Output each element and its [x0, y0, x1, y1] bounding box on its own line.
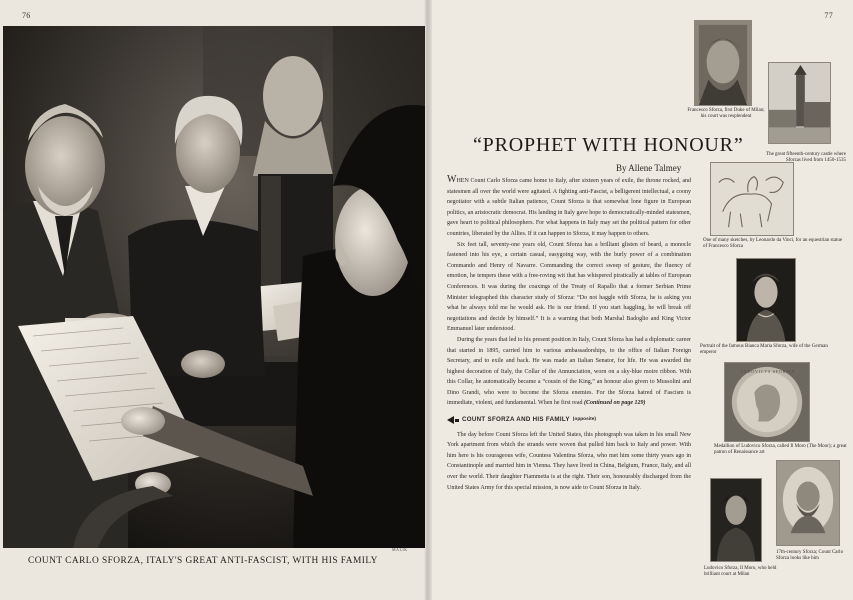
page-number-left: 76 [22, 11, 31, 20]
ludovico-il-moro-portrait [710, 478, 762, 562]
francesco-sforza-portrait [694, 20, 752, 106]
caption-bianca: Portrait of the famous Bianca Maria Sforza, wife of the German emperor [700, 344, 828, 356]
article-byline: By Allene Talmey [616, 163, 682, 173]
article-paragraph-3: During the years that led to his present position in Italy, Count Sforza has had a diplomatic career that started in 1895, carried him to various ambassadorships, to the office of Italian Foreign Secretary, and to exile and back. He was made an Italian Senator, for life. He was awarded the highest decoration of Italy, the Collar of the Annunciation, worn on a sky-blue moire ribbon. With this Collar, he automatically became a “cousin of the King,” an honour also given to Mussolini and Dino Grandi, who were to become the Sforza enemies. For the Sforza hatred of Fascism is immediate, violent, and fundamental. When he first read (Continued on page 129) [447, 336, 691, 407]
caption-ludovico: Ludovico Sforza, Il Moro, who held brilliant court at Milan [704, 566, 777, 578]
bianca-maria-portrait [736, 258, 796, 342]
photo-credit: MALIK [392, 547, 408, 552]
page-gutter [424, 0, 432, 600]
caption-medallion: Medallion of Ludovico Sforza, called Il Moro (The Moor); a great patron of Renaissance art [714, 444, 847, 456]
sforza-castle-photo [768, 62, 831, 144]
article-body [447, 176, 691, 493]
caption-sketches: One of many sketches, by Leonardo da Vinci, for an equestrian statue of Francesco Sforza [703, 238, 843, 250]
subhead-label: COUNT SFORZA AND HIS FAMILY [462, 416, 570, 424]
page-number-right: 77 [824, 11, 833, 20]
caption-francesco: Francesco Sforza, first Duke of Milan; his court was resplendent [687, 108, 765, 120]
continued-note: (Continued on page 129) [584, 400, 646, 407]
article-paragraph-1: WHEN Count Carlo Sforza came home to Italy, after sixteen years of exile, the throne rocked, and statesmen all over the world were agitated. A fighting anti-Fascist, a belligerent intellectual, a coony negotiator with a subtle Italian patience, Count Sforza is that somewhat lone figure in European politics, an aristocratic democrat. His landing in Italy gave hope to democratically-minded statesmen, gave heart to political philosophers. For what happens in Italy may set the political pattern for other countries, liberated by the Allies. If it can happen to Sforza, it may happen to others. [447, 174, 691, 237]
drop-cap: W [447, 174, 457, 185]
family-subhead [447, 415, 691, 426]
family-paragraph: The day before Count Sforza left the United States, this photograph was taken in his small New York apartment from which the strands were woven that pulled him back to Italy and power. With him here is his courageous wife, Countess Valentina Sforza, who met him some thirty years ago in Constantinople and married him in Vienna. They have lived in China, Belgium, France, Italy, and all over the world. Their daughter Fiammetta is at the right. Their son, honourably discharged from the United States Army for this special mission, is now aide to Count Sforza in Italy. [447, 431, 691, 491]
ludovico-medallion [724, 362, 810, 442]
seventeenth-century-sforza-portrait [776, 460, 840, 546]
family-photograph [3, 26, 425, 548]
article-title: “PROPHET WITH HONOUR” [473, 134, 744, 156]
caption-castle: The great fifteenth-century castle where Sforzas lived from 1450-1535 [766, 152, 846, 164]
medallion-inscription: LVDOVICVS SFORTIA [741, 369, 795, 374]
caption-17th-century: 17th-century Sforza; Count Carlo Sforza looks like him [776, 550, 844, 562]
subhead-note: (opposite) [572, 417, 596, 423]
arrow-left-icon [447, 416, 454, 424]
article-paragraph-2: Six feet tall, seventy-one years old, Count Sforza has a brilliant glisten of beard, a monocle fastened into his eye, a certain casual, easygoing way, with the burly power of a combination Commando and Henry of Navarre. Commanding the correct sweep of gesture, the fluency of emotion, he tempers these with a free-roving wit that has whispered piratically at tables of European Conferences. It was during the coaxings of the Treaty of Rapallo that a former Serbian Prime Minister telegraphed this character study of Sforza: “Do not haggle with Sforza, he is asking you what he always told me he would ask. He is our friend. If you start haggling, he will break off negotiations and decide by himself.” It is a warning that both Marshal Badoglio and King Victor Emmanuel later understood. [447, 241, 691, 333]
leonardo-sketches [710, 162, 794, 236]
photo-caption: COUNT CARLO SFORZA, ITALY'S GREAT ANTI-FASCIST, WITH HIS FAMILY [28, 556, 378, 566]
